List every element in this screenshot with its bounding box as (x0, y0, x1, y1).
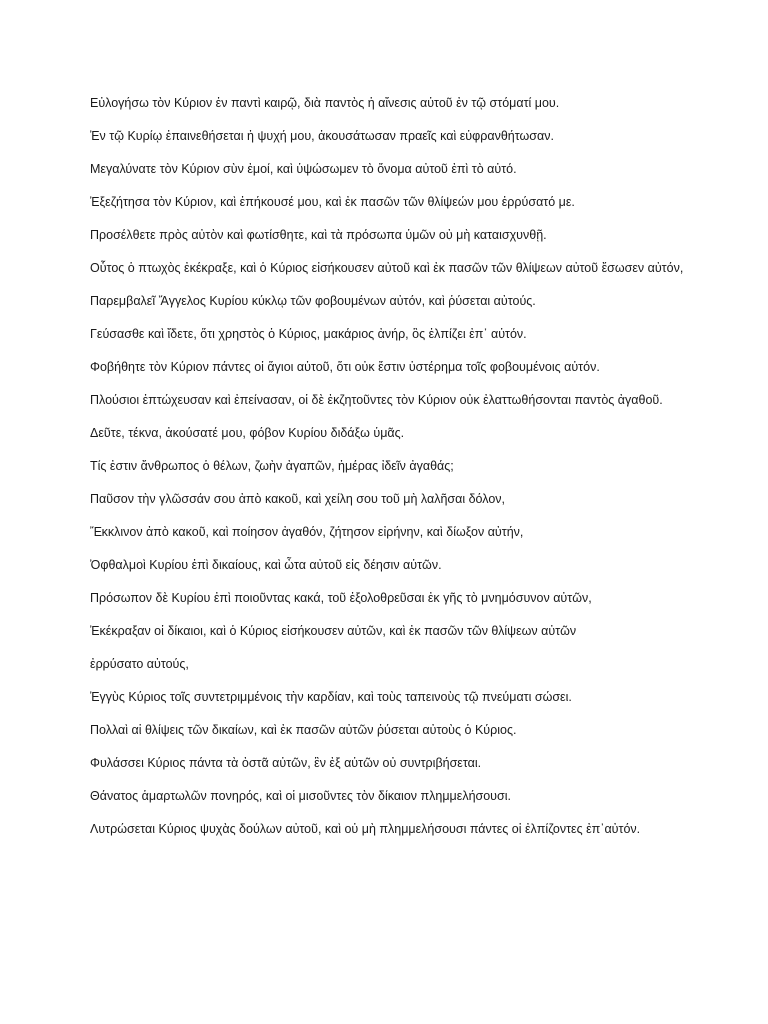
verse-paragraph: Ἔκκλινον ἀπὸ κακοῦ, καὶ ποίησον ἀγαθόν, ζήτησον εἰρήνην, καὶ δίωξον αὐτήν, (90, 525, 524, 539)
verse-paragraph: Πλούσιοι ἐπτώχευσαν καὶ ἐπείνασαν, οἱ δὲ ἐκζητοῦντες τὸν Κύριον οὐκ ἐλαττωθήσονται παντὸς ἀγαθοῦ. (90, 393, 663, 407)
verse-paragraph: Λυτρώσεται Κύριος ψυχὰς δούλων αὐτοῦ, καὶ οὐ μὴ πλημμελήσουσι πάντες οἱ ἐλπίζοντες ἐπ᾿αὐτόν. (90, 822, 641, 836)
verse-paragraph: Δεῦτε, τέκνα, ἀκούσατέ μου, φόβον Κυρίου διδάξω ὑμᾶς. (90, 426, 405, 440)
verse-paragraph: Ἐν τῷ Κυρίῳ ἐπαινεθήσεται ἡ ψυχή μου, ἀκουσάτωσαν πραεῖς καὶ εὐφρανθήτωσαν. (90, 129, 554, 143)
verse-paragraph: Πολλαὶ αἱ θλίψεις τῶν δικαίων, καὶ ἐκ πασῶν αὐτῶν ῥύσεται αὐτοὺς ὁ Κύριος. (90, 723, 517, 737)
verse-paragraph: Προσέλθετε πρὸς αὐτὸν καὶ φωτίσθητε, καὶ τὰ πρόσωπα ὑμῶν οὐ μὴ καταισχυνθῇ. (90, 228, 547, 242)
verse-paragraph: ἐρρύσατο αὐτούς, (90, 657, 189, 671)
verse-paragraph: Παρεμβαλεῖ Ἄγγελος Κυρίου κύκλῳ τῶν φοβουμένων αὐτόν, καὶ ῥύσεται αὐτούς. (90, 294, 536, 308)
verse-paragraph: Φοβήθητε τὸν Κύριον πάντες οἱ ἅγιοι αὐτοῦ, ὅτι οὐκ ἔστιν ὑστέρημα τοῖς φοβουμένοις αὐτόν. (90, 360, 600, 374)
verse-paragraph: Παῦσον τὴν γλῶσσάν σου ἀπὸ κακοῦ, καὶ χείλη σου τοῦ μὴ λαλῆσαι δόλον, (90, 492, 506, 506)
verse-paragraph: Φυλάσσει Κύριος πάντα τὰ ὀστᾶ αὐτῶν, ἓν ἐξ αὐτῶν οὐ συντριβήσεται. (90, 756, 482, 770)
verse-paragraph: Τίς ἐστιν ἄνθρωπος ὁ θέλων, ζωὴν ἀγαπῶν, ἡμέρας ἰδεῖν ἀγαθάς; (90, 459, 454, 473)
verse-paragraph: Οὗτος ὁ πτωχὸς ἐκέκραξε, καὶ ὁ Κύριος εἰσήκουσεν αὐτοῦ καὶ ἐκ πασῶν τῶν θλίψεων αὐτοῦ ἔσωσεν αὐτόν, (90, 261, 684, 275)
verse-paragraph: Μεγαλύνατε τὸν Κύριον σὺν ἐμοί, καὶ ὑψώσωμεν τὸ ὄνομα αὐτοῦ ἐπὶ τὸ αὐτό. (90, 162, 517, 176)
verse-paragraph: Ὀφθαλμοὶ Κυρίου ἐπὶ δικαίους, καὶ ὦτα αὐτοῦ εἰς δέησιν αὐτῶν. (90, 558, 442, 572)
verse-paragraph: Ἐγγὺς Κύριος τοῖς συντετριμμένοις τὴν καρδίαν, καὶ τοὺς ταπεινοὺς τῷ πνεύματι σώσει. (90, 690, 572, 704)
verse-paragraph: Γεύσασθε καὶ ἴδετε, ὅτι χρηστὸς ὁ Κύριος, μακάριος ἀνήρ, ὃς ἐλπίζει ἐπ᾿ αὐτόν. (90, 327, 527, 341)
verse-paragraph: Εὐλογήσω τὸν Κύριον ἐν παντὶ καιρῷ, διὰ παντὸς ἡ αἴνεσις αὐτοῦ ἐν τῷ στόματί μου. (90, 96, 560, 110)
document-body (90, 94, 690, 853)
verse-paragraph: Πρόσωπον δὲ Κυρίου ἐπὶ ποιοῦντας κακά, τοῦ ἐξολοθρεῦσαι ἐκ γῆς τὸ μνημόσυνον αὐτῶν, (90, 591, 592, 605)
verse-paragraph: Ἐξεζήτησα τὸν Κύριον, καὶ ἐπήκουσέ μου, καὶ ἐκ πασῶν τῶν θλίψεών μου ἐρρύσατό με. (90, 195, 575, 209)
verse-paragraph: Ἐκέκραξαν οἱ δίκαιοι, καὶ ὁ Κύριος εἰσήκουσεν αὐτῶν, καὶ ἐκ πασῶν τῶν θλίψεων αὐτῶν (90, 624, 577, 638)
verse-paragraph: Θάνατος ἁμαρτωλῶν πονηρός, καὶ οἱ μισοῦντες τὸν δίκαιον πλημμελήσουσι. (90, 789, 511, 803)
